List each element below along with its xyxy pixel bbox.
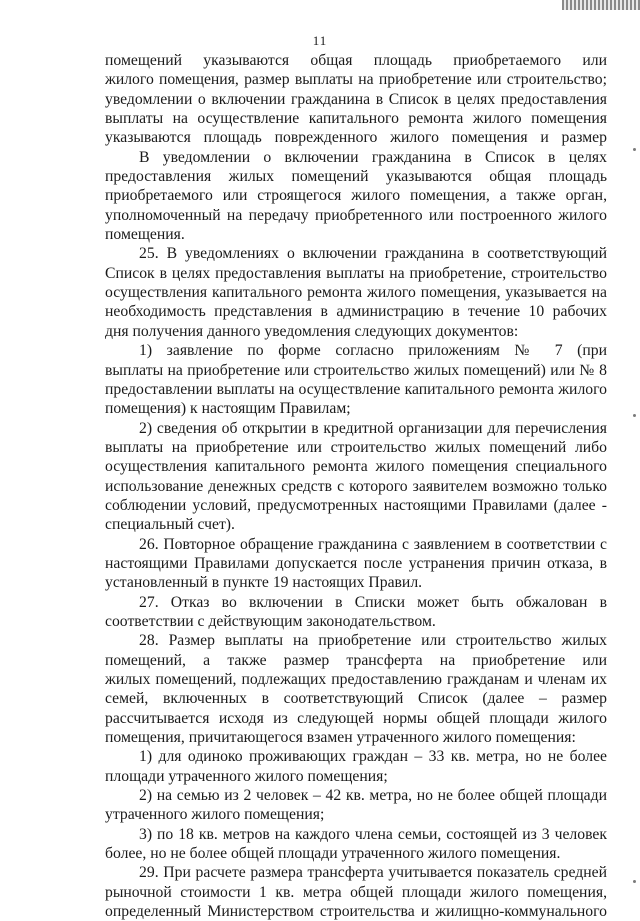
text-line: использование денежных средств с которого заявителем возможно только — [105, 477, 607, 495]
text-line: утраченного жилого помещения; — [105, 806, 325, 824]
text-line: 29. При расчете размера трансферта учитывается показатель средней — [139, 864, 607, 882]
document-body — [105, 51, 607, 921]
text-line: 3) по 18 кв. метров на каждого члена семьи, состоящей из 3 человек — [139, 825, 607, 843]
text-line: приобретаемого или строящегося жилого помещения, а также орган, — [105, 187, 607, 205]
text-line: помещения) к настоящим Правилам; — [105, 400, 351, 418]
text-line: помещений указываются общая площадь приобретаемого или — [105, 52, 607, 69]
page-number: 11 — [312, 33, 328, 48]
text-line: уведомлении о включении гражданина в Список в целях предоставления — [105, 90, 607, 108]
text-line: помещения, причитающегося взамен утраченного жилого помещения: — [105, 729, 576, 747]
text-line: 28. Размер выплаты на приобретение или строительство жилых — [139, 632, 607, 650]
text-line: 2) на семью из 2 человек – 42 кв. метра, но не более общей площади — [139, 787, 607, 805]
text-line: жилого помещения, размер выплаты на приобретение или строительство; — [105, 71, 607, 89]
text-line: помещений, а также размер трансферта на приобретение или — [105, 651, 607, 669]
text-line: определенный Министерством строительства и жилищно-коммунального — [105, 903, 607, 921]
text-line: осуществления капитального ремонта жилого помещения специального — [105, 458, 607, 476]
text-line: осуществления капитального ремонта жилого помещения, указывается на — [105, 284, 607, 302]
text-line: семей, включенных в соответствующий Список (далее – размер — [105, 690, 607, 708]
text-line: предоставления жилых помещений указываются общая площадь — [105, 168, 607, 186]
text-line: выплаты на осуществление капитального ремонта жилого помещения — [105, 110, 607, 128]
text-line: соблюдении условий, предусмотренных настоящими Правилами (далее - — [105, 496, 607, 514]
text-line: установленный в пункте 19 настоящих Правил. — [105, 574, 423, 592]
text-line: более, но не более общей площади утраченного жилого помещения. — [105, 845, 561, 863]
text-line: 26. Повторное обращение гражданина с заявлением в соответствии с — [139, 535, 607, 553]
text-line: В уведомлении о включении гражданина в Список в целях — [139, 148, 607, 166]
scan-speck — [633, 148, 636, 151]
scan-speck — [633, 880, 636, 883]
text-line: соответствии с действующим законодательством. — [105, 612, 436, 630]
text-line: Список в целях предоставления выплаты на приобретение, строительство — [105, 264, 607, 282]
text-line: специальный счет). — [105, 516, 235, 534]
text-line: помещения. — [105, 226, 185, 244]
text-line: 2) сведения об открытии в кредитной организации для перечисления — [139, 419, 607, 437]
text-line: рассчитывается исходя из следующей нормы общей площади жилого — [105, 709, 607, 727]
text-line: необходимость представления в администрацию в течение 10 рабочих — [105, 303, 607, 321]
text-line: предоставлении выплаты на осуществление капитального ремонта жилого — [105, 380, 607, 398]
scan-edge-mark — [562, 0, 640, 10]
text-line: дня получения данного уведомления следующих документов: — [105, 322, 519, 340]
text-line: 1) для одиноко проживающих граждан – 33 кв. метра, но не более — [139, 748, 607, 766]
text-line: указываются площадь поврежденного жилого помещения и размер — [105, 129, 607, 147]
text-line: 1) заявление по форме согласно приложениям № 7 (при — [139, 342, 607, 360]
text-line: выплаты на приобретение или строительство жилых помещений) или № 8 — [105, 361, 607, 379]
text-line: жилых помещений, подлежащих предоставлению гражданам и членам их — [105, 671, 607, 688]
text-line: 25. В уведомлениях о включении гражданина в соответствующий — [139, 245, 607, 263]
scan-speck — [633, 414, 636, 417]
text-line: выплаты на приобретение или строительство жилых помещений либо — [105, 438, 607, 456]
text-line: 27. Отказ во включении в Списки может быть обжалован в — [139, 593, 607, 611]
text-line: уполномоченный на передачу приобретенного или построенного жилого — [105, 206, 607, 224]
text-line: площади утраченного жилого помещения; — [105, 767, 388, 785]
text-line: рыночной стоимости 1 кв. метра общей площади жилого помещения, — [105, 883, 607, 901]
text-line: настоящими Правилами допускается после устранения причин отказа, в — [105, 554, 607, 572]
